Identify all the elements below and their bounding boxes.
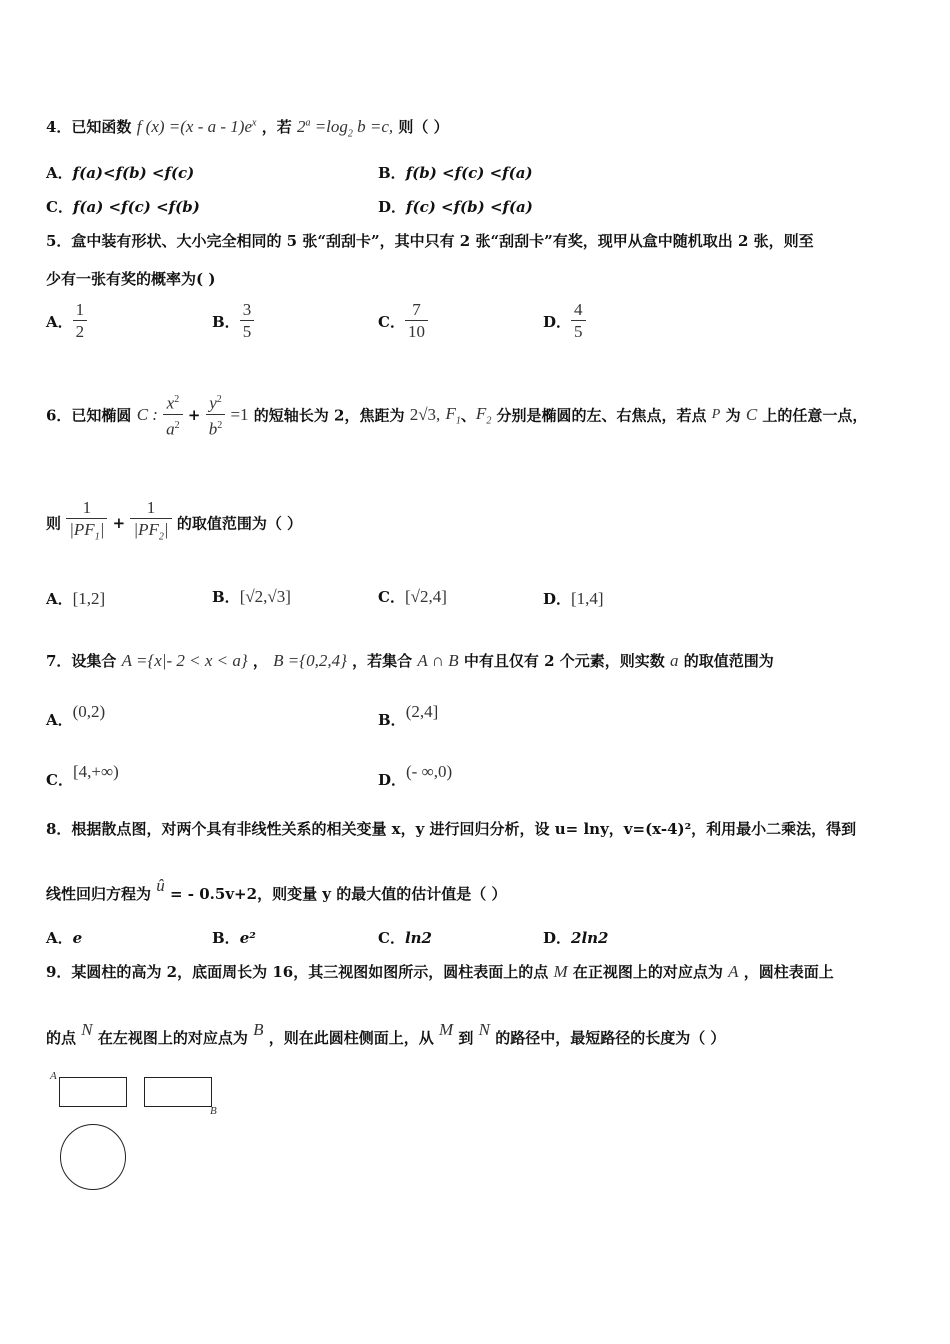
q4-number: 4．已知函数 — [46, 118, 132, 136]
q4-if: ，若 — [261, 118, 292, 136]
q4-option-b[interactable]: B．f(b) <f(c) <f(a) — [378, 164, 533, 182]
q8-line1: 8．根据散点图，对两个具有非线性关系的相关变量 x，y 进行回归分析，设 u= lny，v=(x-4)²，利用最小二乘法，得到 — [46, 820, 857, 838]
figure-label-a: A — [50, 1070, 57, 1082]
q7-option-d[interactable]: D．(- ∞,0) — [378, 762, 453, 789]
q4-option-c[interactable]: C．f(a) <f(c) <f(b) — [46, 198, 200, 216]
q6-option-d[interactable]: D．[1,4] — [543, 589, 604, 608]
q5-option-b[interactable]: B． $\frac{3}{5}$ — [212, 300, 254, 343]
q4-option-d[interactable]: D．f(c) <f(b) <f(a) — [378, 198, 533, 216]
figure-label-b: B — [210, 1105, 217, 1117]
q5-option-a[interactable]: A． $\frac{1}{2}$ — [46, 300, 87, 343]
q7-option-b[interactable]: B．(2,4] — [378, 702, 439, 729]
q6-option-c[interactable]: C．[√2,4] — [378, 587, 447, 606]
q9-line2: 的点 N 在左视图上的对应点为 B ，则在此圆柱侧面上，从 M 到 N 的路径中，最短路径的长度为（ ） — [46, 1020, 726, 1047]
front-view-rect — [59, 1077, 127, 1107]
q5-line2: 少有一张有奖的概率为( ) — [46, 270, 216, 288]
q6-line2: 则 $\frac{1}{|PF_1|}$ + $\frac{1}{|PF_2|}$ 的取值范围为（ ） — [46, 498, 302, 548]
q5-line1: 5．盒中装有形状、大小完全相同的 5 张“刮刮卡”，其中只有 2 张“刮刮卡”有奖，现甲从盒中随机取出 2 张，则至 — [46, 232, 814, 250]
q6-option-b[interactable]: B．[√2,√3] — [212, 587, 291, 606]
q4-function: f $(x) =(x - a - 1)e^x$ — [136, 117, 257, 136]
q8-option-b[interactable]: B．e² — [212, 929, 256, 947]
q6-option-a[interactable]: A．[1,2] — [46, 589, 106, 608]
q9-line1: 9．某圆柱的高为 2，底面周长为 16，其三视图如图所示，圆柱表面上的点 M 在正视图上的对应点为 A ，圆柱表面上 — [46, 962, 834, 981]
q8-option-d[interactable]: D．2ln2 — [543, 929, 609, 947]
q4-stem — [46, 116, 449, 139]
q8-option-a[interactable]: A．e — [46, 929, 83, 947]
side-view-rect — [144, 1077, 212, 1107]
q5-option-c[interactable]: C． $\frac{7}{10}$ — [378, 300, 428, 343]
top-view-circle — [60, 1124, 126, 1190]
q8-line2: 线性回归方程为 û = - 0.5v+2，则变量 y 的最大值的估计值是（ ） — [46, 876, 507, 903]
q4-tail: 则（ ） — [398, 118, 449, 136]
q8-option-c[interactable]: C．ln2 — [378, 929, 432, 947]
q7-stem: 7．设集合 A ={x|- 2 < x < a} ， B ={0,2,4} ，若集合 A ∩ B 中有且仅有 2 个元素，则实数 a 的取值范围为 — [46, 651, 774, 670]
q5-option-d[interactable]: D． $\frac{4}{5}$ — [543, 300, 586, 343]
q4-condition: $2^a =\log_2$ b =c, — [296, 117, 394, 140]
q7-option-a[interactable]: A．(0,2) — [46, 702, 106, 729]
q4-option-a[interactable]: A．f(a)<f(b) <f(c) — [46, 164, 195, 182]
q7-option-c[interactable]: C．[4,+∞) — [46, 762, 119, 789]
q6-line1: 6．已知椭圆 C : $\frac{x^2}{a^2}$ + $\frac{y^2}{b^2}$ =1 的短轴长为 2，焦距为 2√3, $F_1$、$F_2$ 分别是椭圆的左、右焦点，若点 P 为 C 上的任意一点， — [46, 393, 868, 439]
